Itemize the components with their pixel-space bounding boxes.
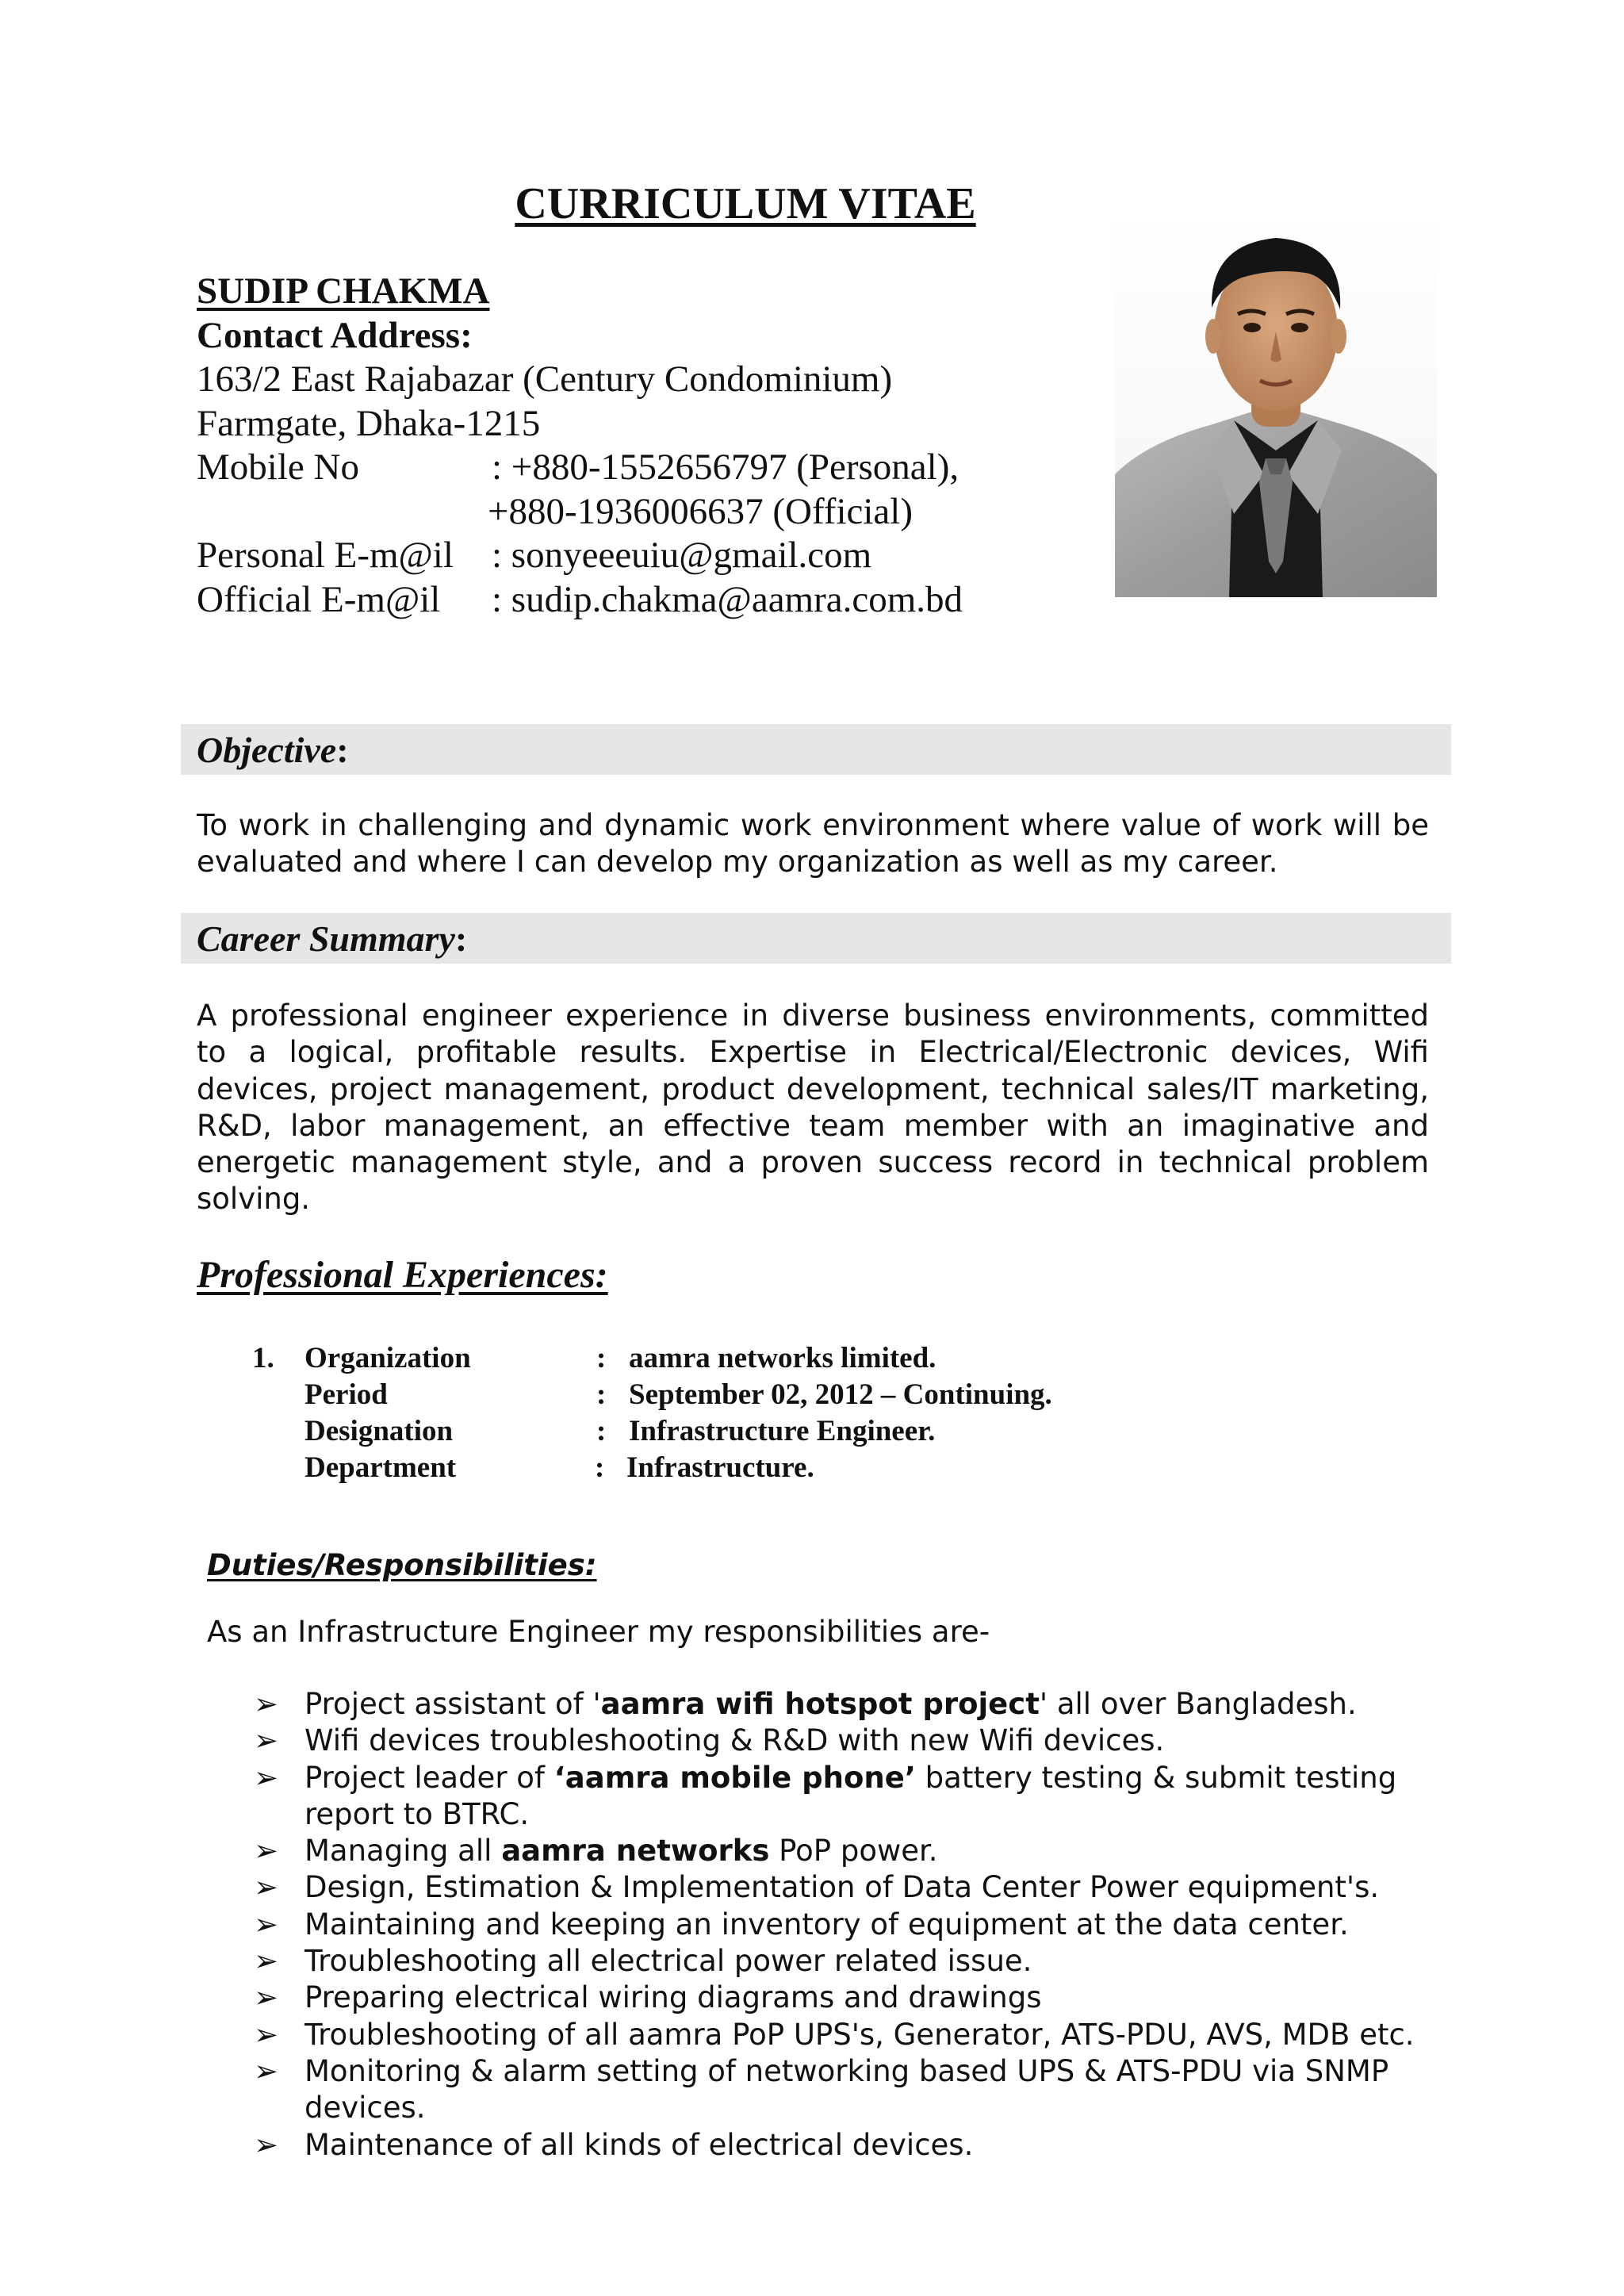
objective-text: To work in challenging and dynamic work environment where value of work will be evaluated and where I can develop my organization as well as my career.	[197, 808, 1429, 880]
experience-heading: Professional Experiences:	[197, 1254, 608, 1296]
official-email: : sudip.chakma@aamra.com.bd	[492, 578, 963, 620]
duty-item	[254, 1723, 1443, 1759]
duty-text: battery testing & submit testing report to BTRC.	[304, 1760, 1397, 1831]
duty-text: Project assistant of '	[304, 1687, 601, 1721]
duties-heading: Duties/Responsibilities:	[207, 1548, 597, 1582]
duty-item	[254, 1907, 1443, 1943]
objective-heading: Objective	[197, 730, 337, 770]
arrow-bullet-icon: ➢	[254, 2017, 279, 2052]
duty-text: Troubleshooting all electrical power related issue.	[304, 1944, 1032, 1979]
experience-label: Designation	[304, 1415, 454, 1447]
duty-text: Project leader of	[304, 1760, 554, 1795]
duty-text: Maintaining and keeping an inventory of equipment at the data center.	[304, 1907, 1349, 1941]
contact-heading: Contact Address:	[197, 314, 473, 356]
duty-item	[254, 2127, 1443, 2164]
mobile-official: +880-1936006637 (Official)	[488, 490, 914, 532]
duty-text: Troubleshooting of all aamra PoP UPS's, Generator, ATS-PDU, AVS, MDB etc.	[304, 2017, 1415, 2052]
experience-value: Infrastructure Engineer.	[629, 1415, 936, 1447]
career-summary-text: A professional engineer experience in diverse business environments, committed to a logical, profitable results. Expertise in Electrical/Electronic devices, Wifi devices, project management, product development, technical sales/IT marketing, R&D, labor management, an effective team member with an imaginative and energetic management style, and a proven success record in technical problem solving.	[197, 999, 1429, 1217]
duty-text: Design, Estimation & Implementation of Data Center Power equipment's.	[304, 1870, 1380, 1905]
duty-item	[254, 1760, 1443, 1834]
duty-item	[254, 1980, 1443, 2016]
experience-value: Infrastructure.	[626, 1451, 814, 1484]
official-email-label: Official E-m@il	[197, 578, 441, 620]
arrow-bullet-icon: ➢	[254, 1980, 279, 2015]
page-title: CURRICULUM VITAE	[515, 179, 976, 228]
profile-photo	[1115, 213, 1437, 597]
duty-emphasis: aamra networks	[501, 1834, 770, 1869]
duty-text: Preparing electrical wiring diagrams and drawings	[304, 1980, 1042, 2015]
duty-text: Managing all	[304, 1834, 502, 1869]
experience-number: 1.	[252, 1342, 274, 1374]
arrow-bullet-icon: ➢	[254, 1907, 279, 1941]
address-line-1: 163/2 East Rajabazar (Century Condominium)	[197, 358, 893, 400]
duty-text: ' all over Bangladesh.	[1039, 1687, 1357, 1721]
experience-label: Department	[304, 1451, 457, 1484]
objective-section-bar: Objective:	[181, 724, 1451, 775]
duty-text: Monitoring & alarm setting of networking based UPS & ATS-PDU via SNMP devices.	[304, 2053, 1389, 2125]
duty-item	[254, 2053, 1443, 2127]
duty-text: Maintenance of all kinds of electrical devices.	[304, 2127, 974, 2162]
duty-text: Wifi devices troubleshooting & R&D with new Wifi devices.	[304, 1723, 1165, 1758]
personal-email: : sonyeeeuiu@gmail.com	[492, 535, 872, 576]
mobile-label: Mobile No	[197, 447, 359, 488]
arrow-bullet-icon: ➢	[254, 1834, 279, 1869]
arrow-bullet-icon: ➢	[254, 1870, 279, 1905]
arrow-bullet-icon: ➢	[254, 1944, 279, 1979]
personal-email-label: Personal E-m@il	[197, 535, 454, 576]
duty-item	[254, 1943, 1443, 1980]
duty-item	[254, 1686, 1443, 1723]
duty-item	[254, 2017, 1443, 2053]
candidate-name: SUDIP CHAKMA	[197, 270, 490, 312]
arrow-bullet-icon: ➢	[254, 1687, 279, 1721]
experience-value: aamra networks limited.	[629, 1342, 936, 1374]
duty-text: PoP power.	[769, 1834, 938, 1869]
arrow-bullet-icon: ➢	[254, 1723, 279, 1758]
duty-item	[254, 1869, 1443, 1906]
duty-emphasis: aamra wifi hotspot project	[600, 1687, 1040, 1721]
arrow-bullet-icon: ➢	[254, 2127, 279, 2162]
career-summary-heading: Career Summary	[197, 918, 455, 959]
contact-block	[197, 270, 1109, 622]
career-summary-section-bar: Career Summary:	[181, 913, 1451, 964]
duty-emphasis: ‘aamra mobile phone’	[553, 1760, 916, 1795]
arrow-bullet-icon: ➢	[254, 1760, 279, 1795]
address-line-2: Farmgate, Dhaka-1215	[197, 402, 541, 444]
experience-label: Organization	[304, 1342, 471, 1374]
mobile-personal: : +880-1552656797 (Personal),	[492, 447, 959, 488]
duties-list	[254, 1686, 1443, 2164]
experience-value: September 02, 2012 – Continuing.	[629, 1378, 1052, 1411]
duties-intro: As an Infrastructure Engineer my responsibilities are-	[207, 1615, 990, 1649]
experience-label: Period	[304, 1378, 388, 1411]
duty-item	[254, 1833, 1443, 1869]
arrow-bullet-icon: ➢	[254, 2053, 279, 2088]
